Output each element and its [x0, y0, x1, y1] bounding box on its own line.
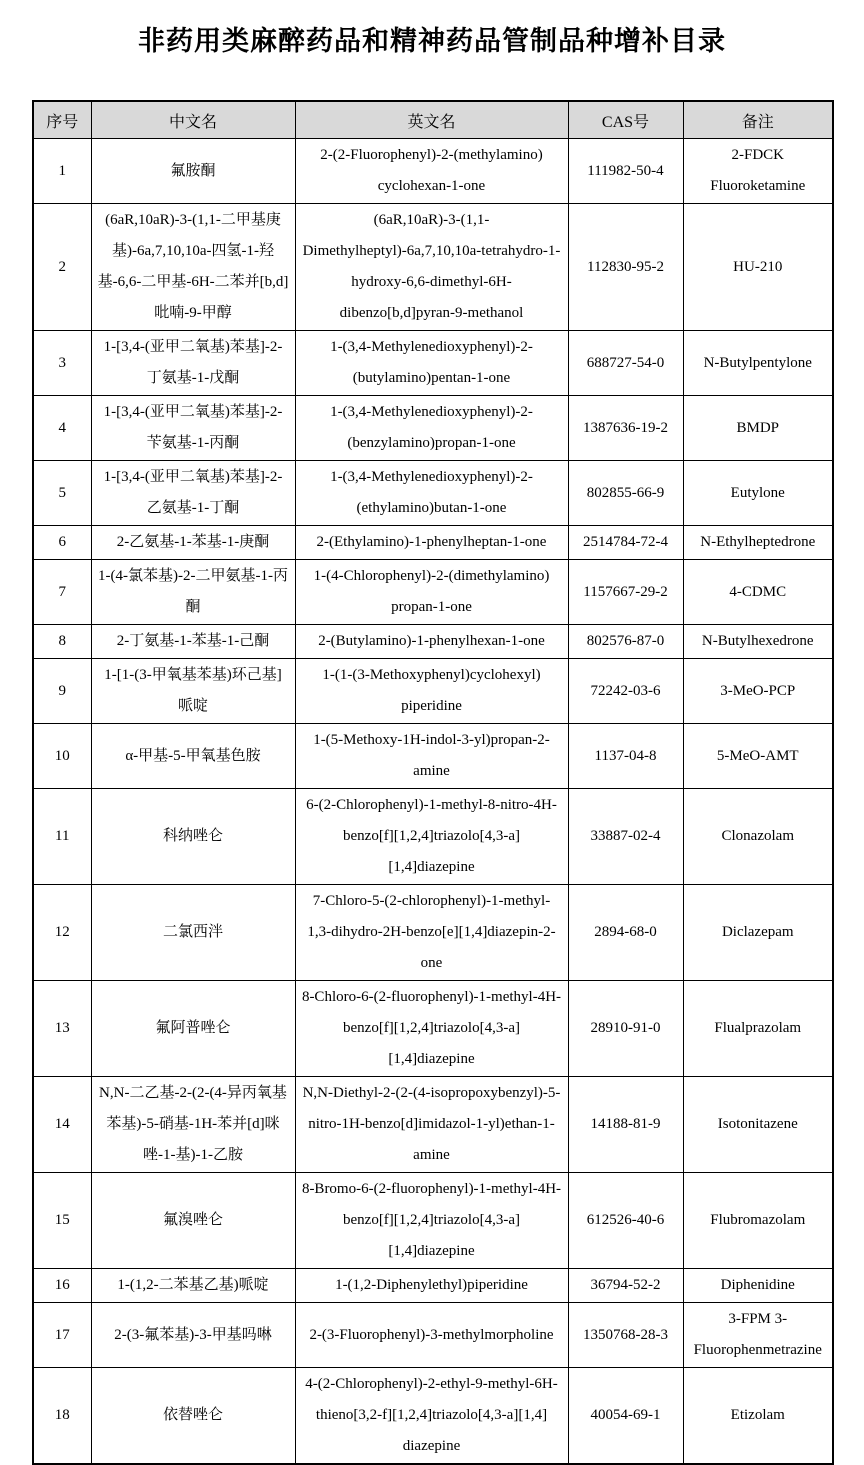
cell-chinese-name: 氟溴唑仑: [91, 1173, 295, 1269]
cell-chinese-name: 1-[3,4-(亚甲二氧基)苯基]-2-丁氨基-1-戊酮: [91, 331, 295, 396]
cell-chinese-name: 2-丁氨基-1-苯基-1-己酮: [91, 625, 295, 659]
cell-english-name: 8-Bromo-6-(2-fluorophenyl)-1-methyl-4H-benzo[f][1,2,4]triazolo[4,3-a][1,4]diazepine: [295, 1173, 568, 1269]
table-row: [33, 331, 833, 396]
page-title: 非药用类麻醉药品和精神药品管制品种增补目录: [138, 26, 726, 56]
header-row: [33, 101, 833, 139]
cell-serial-number: 12: [33, 885, 91, 981]
cell-serial-number: 11: [33, 789, 91, 885]
cell-remark: Clonazolam: [683, 789, 833, 885]
cell-remark: Diclazepam: [683, 885, 833, 981]
cell-cas-number: 802576-87-0: [568, 625, 683, 659]
cell-remark: Isotonitazene: [683, 1077, 833, 1173]
cell-chinese-name: 科纳唑仑: [91, 789, 295, 885]
cell-cas-number: 40054-69-1: [568, 1368, 683, 1465]
cell-cas-number: 802855-66-9: [568, 461, 683, 526]
cell-english-name: 1-(3,4-Methylenedioxyphenyl)-2-(butylamino)pentan-1-one: [295, 331, 568, 396]
table-row: [33, 1303, 833, 1368]
table-header: [33, 101, 833, 139]
table-row: [33, 396, 833, 461]
cell-serial-number: 13: [33, 981, 91, 1077]
cell-chinese-name: 二氯西泮: [91, 885, 295, 981]
table-row: [33, 625, 833, 659]
cell-serial-number: 5: [33, 461, 91, 526]
cell-cas-number: 36794-52-2: [568, 1269, 683, 1303]
cell-english-name: 1-(3,4-Methylenedioxyphenyl)-2-(ethylamino)butan-1-one: [295, 461, 568, 526]
cell-english-name: 7-Chloro-5-(2-chlorophenyl)-1-methyl-1,3-dihydro-2H-benzo[e][1,4]diazepin-2-one: [295, 885, 568, 981]
cell-chinese-name: 1-(1,2-二苯基乙基)哌啶: [91, 1269, 295, 1303]
cell-cas-number: 1387636-19-2: [568, 396, 683, 461]
cell-cas-number: 1157667-29-2: [568, 560, 683, 625]
cell-remark: Eutylone: [683, 461, 833, 526]
table-row: [33, 981, 833, 1077]
table-row: [33, 1269, 833, 1303]
cell-chinese-name: 1-[3,4-(亚甲二氧基)苯基]-2-苄氨基-1-丙酮: [91, 396, 295, 461]
document-page: [0, 24, 864, 1465]
cell-chinese-name: 1-(4-氯苯基)-2-二甲氨基-1-丙酮: [91, 560, 295, 625]
col-header-remark: 备注: [683, 101, 833, 139]
cell-serial-number: 17: [33, 1303, 91, 1368]
table-row: [33, 204, 833, 331]
col-header-no: 序号: [33, 101, 91, 139]
table-row: [33, 560, 833, 625]
cell-cas-number: 111982-50-4: [568, 139, 683, 204]
cell-remark: N-Butylhexedrone: [683, 625, 833, 659]
cell-serial-number: 6: [33, 526, 91, 560]
col-header-chinese-name: 中文名: [91, 101, 295, 139]
cell-english-name: 2-(2-Fluorophenyl)-2-(methylamino) cyclohexan-1-one: [295, 139, 568, 204]
cell-cas-number: 612526-40-6: [568, 1173, 683, 1269]
cell-serial-number: 18: [33, 1368, 91, 1465]
col-header-cas: CAS号: [568, 101, 683, 139]
table-row: [33, 461, 833, 526]
cell-chinese-name: 2-乙氨基-1-苯基-1-庚酮: [91, 526, 295, 560]
cell-remark: HU-210: [683, 204, 833, 331]
cell-chinese-name: 1-[3,4-(亚甲二氧基)苯基]-2-乙氨基-1-丁酮: [91, 461, 295, 526]
cell-english-name: 4-(2-Chlorophenyl)-2-ethyl-9-methyl-6H-thieno[3,2-f][1,2,4]triazolo[4,3-a][1,4] diazepine: [295, 1368, 568, 1465]
cell-cas-number: 72242-03-6: [568, 659, 683, 724]
cell-remark: 5-MeO-AMT: [683, 724, 833, 789]
cell-remark: 3-FPM 3-Fluorophenmetrazine: [683, 1303, 833, 1368]
cell-english-name: N,N-Diethyl-2-(2-(4-isopropoxybenzyl)-5-nitro-1H-benzo[d]imidazol-1-yl)ethan-1-amine: [295, 1077, 568, 1173]
cell-remark: Etizolam: [683, 1368, 833, 1465]
cell-serial-number: 7: [33, 560, 91, 625]
cell-chinese-name: 氟胺酮: [91, 139, 295, 204]
cell-cas-number: 2894-68-0: [568, 885, 683, 981]
table-row: [33, 139, 833, 204]
table-row: [33, 526, 833, 560]
cell-english-name: 8-Chloro-6-(2-fluorophenyl)-1-methyl-4H-benzo[f][1,2,4]triazolo[4,3-a][1,4]diazepine: [295, 981, 568, 1077]
cell-chinese-name: N,N-二乙基-2-(2-(4-异丙氧基苯基)-5-硝基-1H-苯并[d]咪唑-1-基)-1-乙胺: [91, 1077, 295, 1173]
cell-cas-number: 112830-95-2: [568, 204, 683, 331]
table-row: [33, 1173, 833, 1269]
cell-english-name: 6-(2-Chlorophenyl)-1-methyl-8-nitro-4H-benzo[f][1,2,4]triazolo[4,3-a][1,4]diazepine: [295, 789, 568, 885]
cell-cas-number: 1137-04-8: [568, 724, 683, 789]
cell-remark: N-Butylpentylone: [683, 331, 833, 396]
cell-serial-number: 16: [33, 1269, 91, 1303]
cell-english-name: 1-(4-Chlorophenyl)-2-(dimethylamino) propan-1-one: [295, 560, 568, 625]
cell-cas-number: 688727-54-0: [568, 331, 683, 396]
cell-remark: Flualprazolam: [683, 981, 833, 1077]
cell-english-name: 1-(1,2-Diphenylethyl)piperidine: [295, 1269, 568, 1303]
table-row: [33, 885, 833, 981]
cell-remark: 4-CDMC: [683, 560, 833, 625]
cell-remark: Diphenidine: [683, 1269, 833, 1303]
cell-serial-number: 1: [33, 139, 91, 204]
cell-remark: N-Ethylheptedrone: [683, 526, 833, 560]
cell-english-name: 1-(1-(3-Methoxyphenyl)cyclohexyl) piperidine: [295, 659, 568, 724]
table-body: [33, 139, 833, 1465]
table-row: [33, 789, 833, 885]
cell-serial-number: 15: [33, 1173, 91, 1269]
table-row: [33, 1368, 833, 1465]
cell-serial-number: 10: [33, 724, 91, 789]
col-header-english-name: 英文名: [295, 101, 568, 139]
cell-serial-number: 8: [33, 625, 91, 659]
cell-remark: 2-FDCK Fluoroketamine: [683, 139, 833, 204]
cell-english-name: 2-(Butylamino)-1-phenylhexan-1-one: [295, 625, 568, 659]
cell-chinese-name: 氟阿普唑仑: [91, 981, 295, 1077]
cell-english-name: 2-(3-Fluorophenyl)-3-methylmorpholine: [295, 1303, 568, 1368]
cell-chinese-name: 2-(3-氟苯基)-3-甲基吗啉: [91, 1303, 295, 1368]
cell-cas-number: 33887-02-4: [568, 789, 683, 885]
cell-chinese-name: α-甲基-5-甲氧基色胺: [91, 724, 295, 789]
cell-english-name: (6aR,10aR)-3-(1,1-Dimethylheptyl)-6a,7,10,10a-tetrahydro-1-hydroxy-6,6-dimethyl-6H-dibenzo[b,d]pyran-9-methanol: [295, 204, 568, 331]
table-row: [33, 724, 833, 789]
cell-english-name: 1-(5-Methoxy-1H-indol-3-yl)propan-2-amine: [295, 724, 568, 789]
cell-english-name: 2-(Ethylamino)-1-phenylheptan-1-one: [295, 526, 568, 560]
table-row: [33, 659, 833, 724]
cell-cas-number: 28910-91-0: [568, 981, 683, 1077]
cell-english-name: 1-(3,4-Methylenedioxyphenyl)-2-(benzylamino)propan-1-one: [295, 396, 568, 461]
table-row: [33, 1077, 833, 1173]
cell-cas-number: 2514784-72-4: [568, 526, 683, 560]
cell-chinese-name: 依替唑仑: [91, 1368, 295, 1465]
cell-cas-number: 1350768-28-3: [568, 1303, 683, 1368]
substances-table: [32, 100, 834, 1465]
cell-serial-number: 9: [33, 659, 91, 724]
cell-chinese-name: 1-[1-(3-甲氧基苯基)环己基]哌啶: [91, 659, 295, 724]
cell-cas-number: 14188-81-9: [568, 1077, 683, 1173]
cell-serial-number: 2: [33, 204, 91, 331]
cell-chinese-name: (6aR,10aR)-3-(1,1-二甲基庚基)-6a,7,10,10a-四氢-1-羟基-6,6-二甲基-6H-二苯并[b,d]吡喃-9-甲醇: [91, 204, 295, 331]
cell-remark: BMDP: [683, 396, 833, 461]
cell-serial-number: 14: [33, 1077, 91, 1173]
cell-serial-number: 3: [33, 331, 91, 396]
cell-remark: Flubromazolam: [683, 1173, 833, 1269]
cell-serial-number: 4: [33, 396, 91, 461]
cell-remark: 3-MeO-PCP: [683, 659, 833, 724]
